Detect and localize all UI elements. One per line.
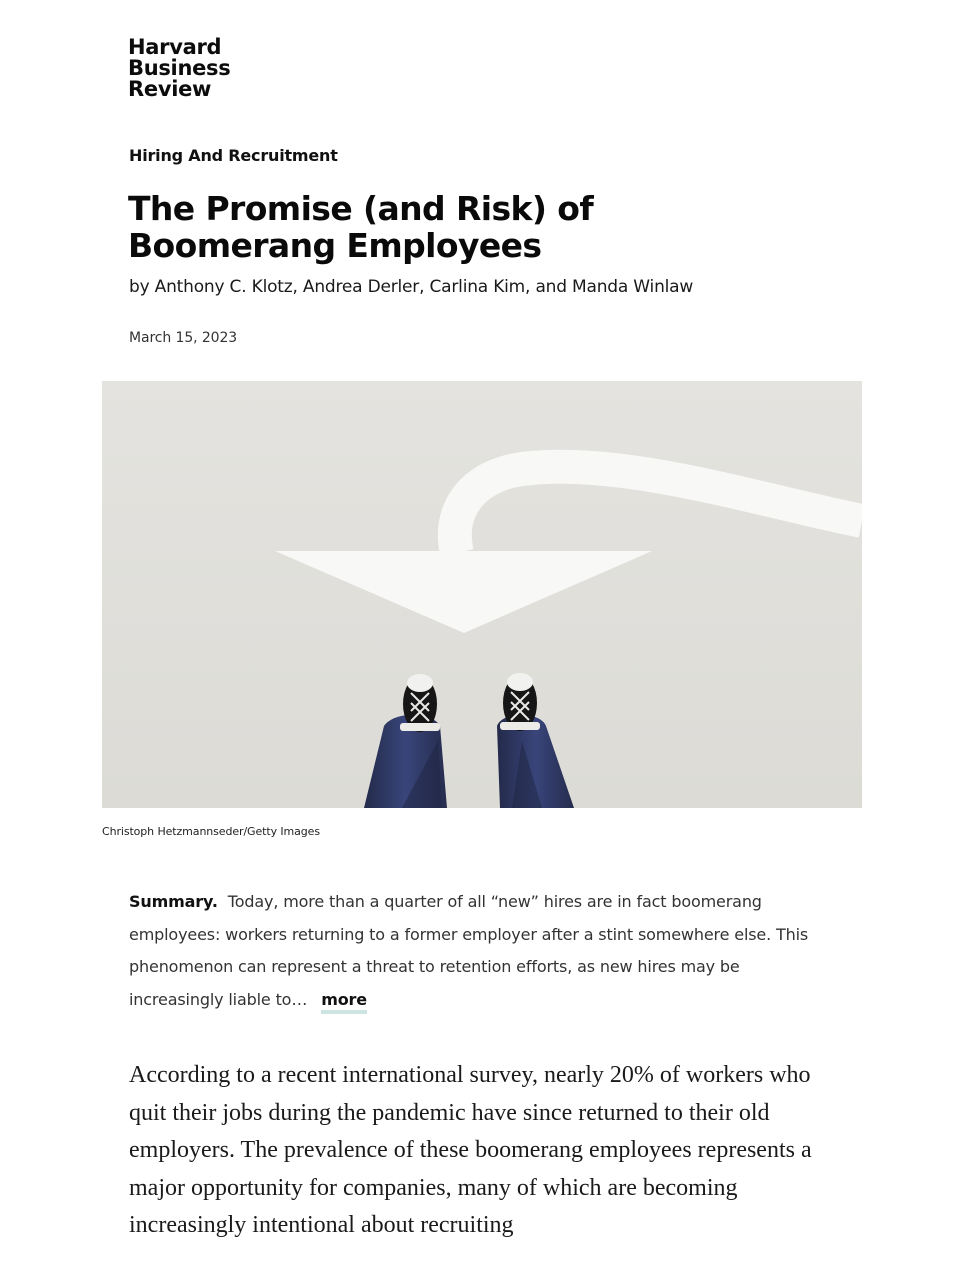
hero-image bbox=[102, 381, 862, 808]
hbr-logo[interactable] bbox=[128, 37, 230, 100]
image-credit: Christoph Hetzmannseder/Getty Images bbox=[102, 825, 320, 838]
logo-line-3: Review bbox=[128, 77, 212, 101]
topic-link[interactable]: Hiring And Recruitment bbox=[129, 146, 338, 165]
article-body-paragraph: According to a recent international survey, nearly 20% of workers who quit their jobs during the pandemic have since returned to their old employers. The prevalence of these boomerang employees represents a major opportunity for companies, many of which are becoming increasingly intentional about recruiting bbox=[129, 1062, 812, 1238]
publish-date: March 15, 2023 bbox=[129, 330, 238, 346]
article-title: The Promise (and Risk) of Boomerang Employees bbox=[128, 189, 594, 265]
article-summary bbox=[129, 886, 829, 1016]
summary-text: Today, more than a quarter of all “new” hires are in fact boomerang employees: workers returning to a former employer after a stint somewhere else. This phenomenon can represent a threat to retention efforts, as new hires may be increasingly liable to… bbox=[129, 892, 809, 1009]
more-button[interactable]: more bbox=[321, 990, 367, 1014]
logo-line-2: Business bbox=[128, 56, 231, 80]
logo-line-1: Harvard bbox=[128, 35, 222, 59]
byline: by Anthony C. Klotz, Andrea Derler, Carlina Kim, and Manda Winlaw bbox=[129, 277, 694, 297]
summary-label: Summary. bbox=[129, 892, 218, 911]
floor-arrow-illustration bbox=[102, 381, 862, 808]
